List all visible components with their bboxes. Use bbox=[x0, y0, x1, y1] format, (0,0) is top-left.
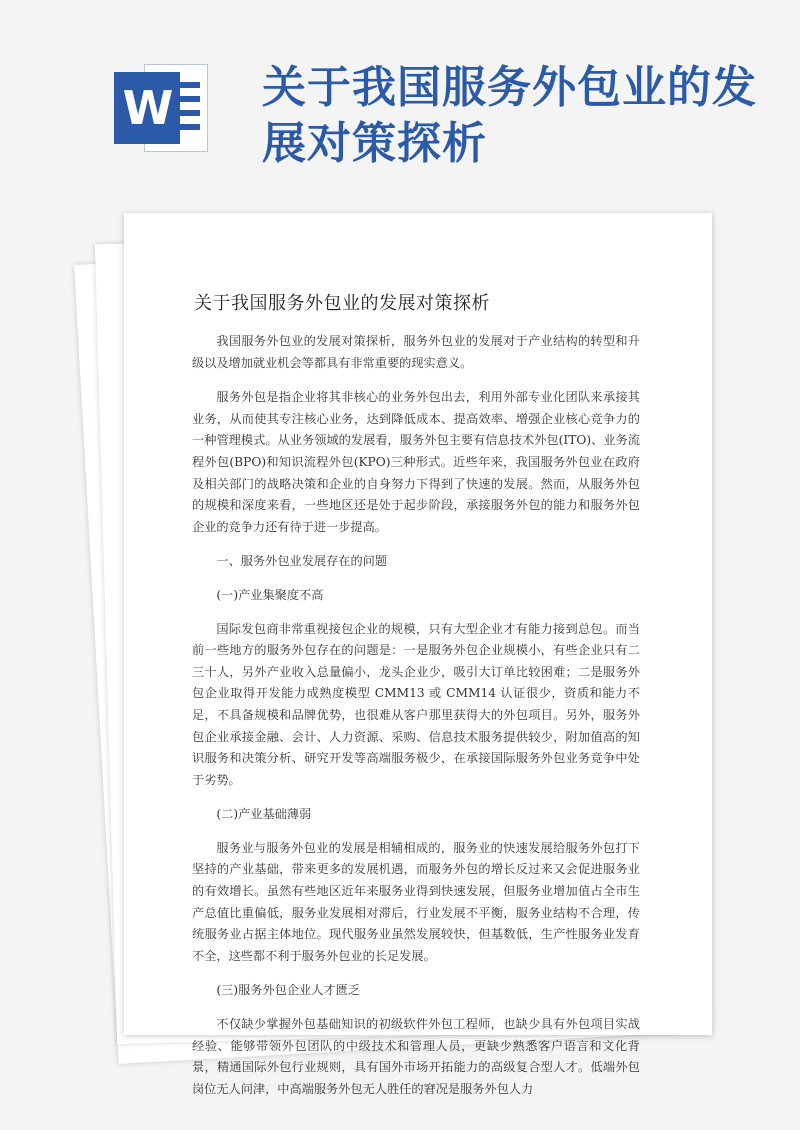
word-w-badge: W bbox=[114, 72, 180, 144]
subsection-heading: (二)产业基础薄弱 bbox=[216, 807, 312, 822]
header-title: 关于我国服务外包业的发展对策探析 bbox=[262, 62, 757, 169]
intro-paragraph: 我国服务外包业的发展对策探析，服务外包业的发展对于产业结构的转型和升级以及增加就业机会等都具有非常重要的现实意义。 bbox=[192, 334, 640, 370]
subsection-heading: (一)产业集聚度不高 bbox=[216, 587, 324, 602]
document-title: 关于我国服务外包业的发展对策探析 bbox=[194, 293, 490, 314]
definition-paragraph: 服务外包是指企业将其非核心的业务外包出去，利用外部专业化团队来承接其业务，从而使其专注核心业务，达到降低成本、提高效率、增强企业核心竞争力的一种管理模式。从业务领域的发展看，服务外包主要有信息技术外包(ITO)、业务流程外包(BPO)和知识流程外包(KPO)三种形式。近些年来，我国服务外包业在政府及相关部门的战略决策和企业的自身努力下得到了快速的发展。然而，从服务外包的规模和深度来看，一些地区还是处于起步阶段，承接服务外包的能力和服务外包企业的竞争力还有待于进一步提高。 bbox=[192, 390, 640, 534]
section-heading: 一、服务外包业发展存在的问题 bbox=[216, 554, 388, 569]
document-page bbox=[124, 213, 712, 1096]
word-document-icon bbox=[114, 58, 214, 158]
subsection-paragraph: 国际发包商非常重视接包企业的规模，只有大型企业才有能力接到总包。而当前一些地方的服务外包存在的问题是：一是服务外包企业规模小，有些企业只有二三十人，另外产业收入总量偏小，龙头企业少，吸引大订单比较困难；二是服务外包企业取得开发能力成熟度模型 CMM13 或 CMM14 认证很少，资质和能力不足，不具备规模和品牌优势，也很难从客户那里获得大的外包项目。另外，服务外包企业承接金融、会计、人力资源、采购、信息技术服务提供较少，附加值高的知识服务和决策分析、研究开发等高端服务极少，在承接国际服务外包业务竞争中处于劣势。 bbox=[192, 621, 640, 787]
subsection-paragraph: 服务业与服务外包业的发展是相辅相成的，服务业的快速发展给服务外包打下坚持的产业基础，带来更多的发展机遇，而服务外包的增长反过来又会促进服务业的有效增长。虽然有些地区近年来服务业得到快速发展，但服务业增加值占全市生产总值比重偏低，服务业发展相对滞后，行业发展不平衡，服务业结构不合理，传统服务业占据主体地位。现代服务业虽然发展较快，但基数低，生产性服务业发育不全，这些都不利于服务外包业的长足发展。 bbox=[192, 840, 640, 963]
header bbox=[0, 0, 800, 200]
document-body bbox=[192, 331, 640, 1113]
subsection-paragraph: 不仅缺少掌握外包基础知识的初级软件外包工程师，也缺少具有外包项目实战经验、能够带领外包团队的中级技术和管理人员，更缺少熟悉客户语言和文化背景，精通国际外包行业规则，具有国外市场开拓能力的高级复合型人才。低端外包岗位无人问津，中高端服务外包无人胜任的窘况是服务外包人力 bbox=[192, 1017, 640, 1096]
subsection-heading: (三)服务外包企业人才匮乏 bbox=[216, 983, 360, 998]
